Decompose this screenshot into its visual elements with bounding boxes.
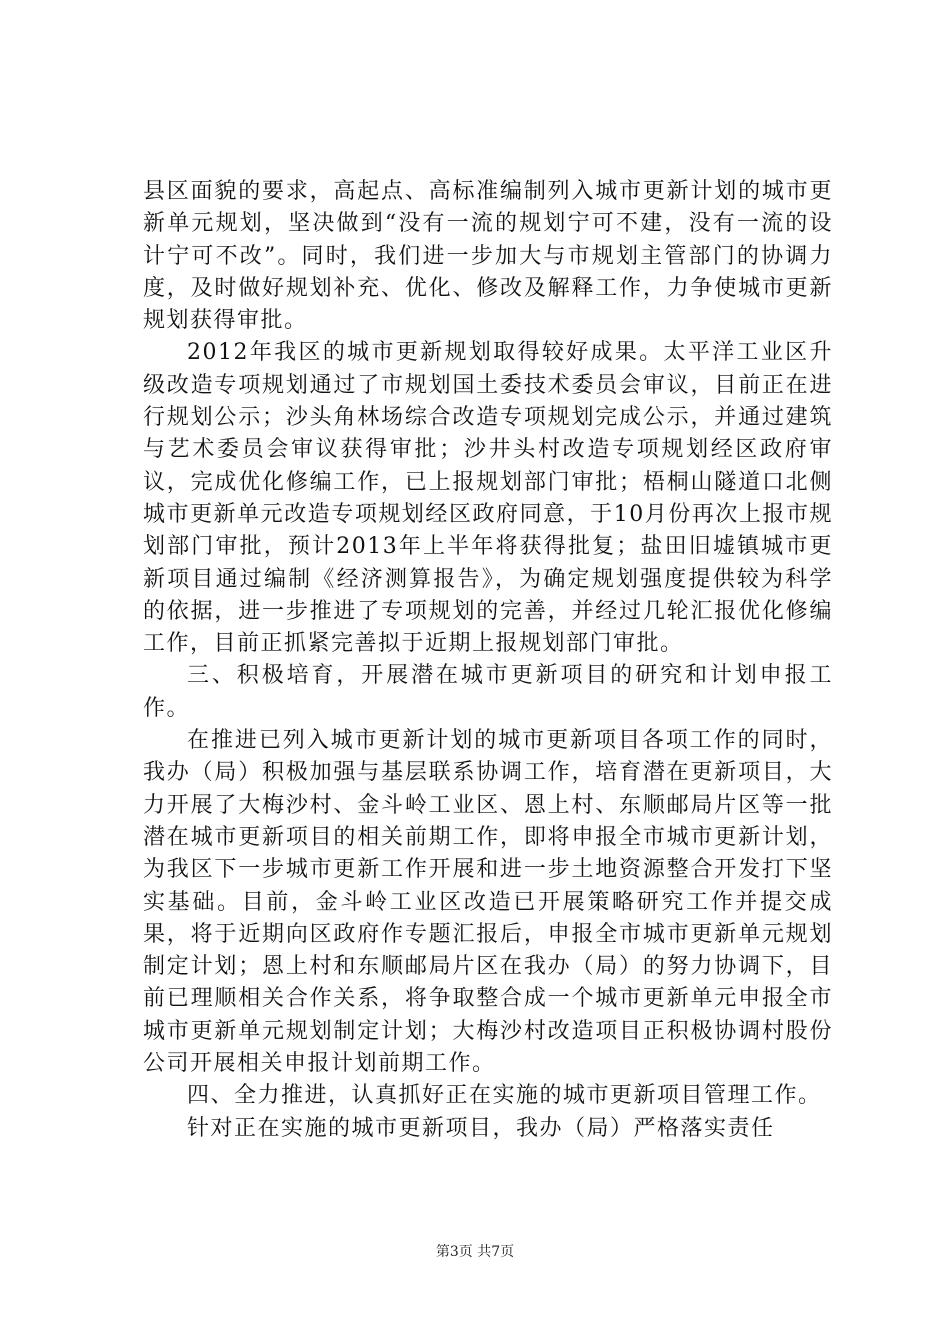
section-heading-3: 三、积极培育，开展潜在城市更新项目的研究和计划申报工作。 <box>143 663 833 721</box>
section-heading-4: 四、全力推进，认真抓好正在实施的城市更新项目管理工作。 <box>187 1083 822 1109</box>
document-body <box>143 176 833 1145</box>
paragraph-1: 县区面貌的要求，高起点、高标准编制列入城市更新计划的城市更新单元规划，坚决做到“没有一流的规划宁可不建，没有一流的设计宁可不改”。同时，我们进一步加大与市规划主管部门的协调力度，及时做好规划补充、优化、修改及解释工作，力争使城市更新规划获得审批。 <box>143 179 833 334</box>
paragraph-2: 2012年我区的城市更新规划取得较好成果。太平洋工业区升级改造专项规划通过了市规划国土委技术委员会审议，目前正在进行规划公示；沙头角林场综合改造专项规划完成公示，并通过建筑与艺术委员会审议获得审批；沙井头村改造专项规划经区政府审议，完成优化修编工作，已上报规划部门审批；梧桐山隧道口北侧城市更新单元改造专项规划经区政府同意，于10月份再次上报市规划部门审批，预计2013年上半年将获得批复；盐田旧墟镇城市更新项目通过编制《经济测算报告》，为确定规划强度提供较为科学的依据，进一步推进了专项规划的完善，并经过几轮汇报优化修编工作，目前正抓紧完善拟于近期上报规划部门审批。 <box>143 340 833 657</box>
paragraph-6: 针对正在实施的城市更新项目，我办（局）严格落实责任 <box>187 1115 775 1141</box>
page-number-footer: 第3页 共7页 <box>435 1244 515 1260</box>
paragraph-4: 在推进已列入城市更新计划的城市更新项目各项工作的同时，我办（局）积极加强与基层联系协调工作，培育潜在更新项目，大力开展了大梅沙村、金斗岭工业区、恩上村、东顺邮局片区等一批潜在城市更新项目的相关前期工作，即将申报全市城市更新计划，为我区下一步城市更新工作开展和进一步土地资源整合开发打下坚实基础。目前，金斗岭工业区改造已开展策略研究工作并提交成果，将于近期向区政府作专题汇报后，申报全市城市更新单元规划制定计划；恩上村和东顺邮局片区在我办（局）的努力协调下，目前已理顺相关合作关系，将争取整合成一个城市更新单元申报全市城市更新单元规划制定计划；大梅沙村改造项目正积极协调村股份公司开展相关申报计划前期工作。 <box>143 728 833 1077</box>
